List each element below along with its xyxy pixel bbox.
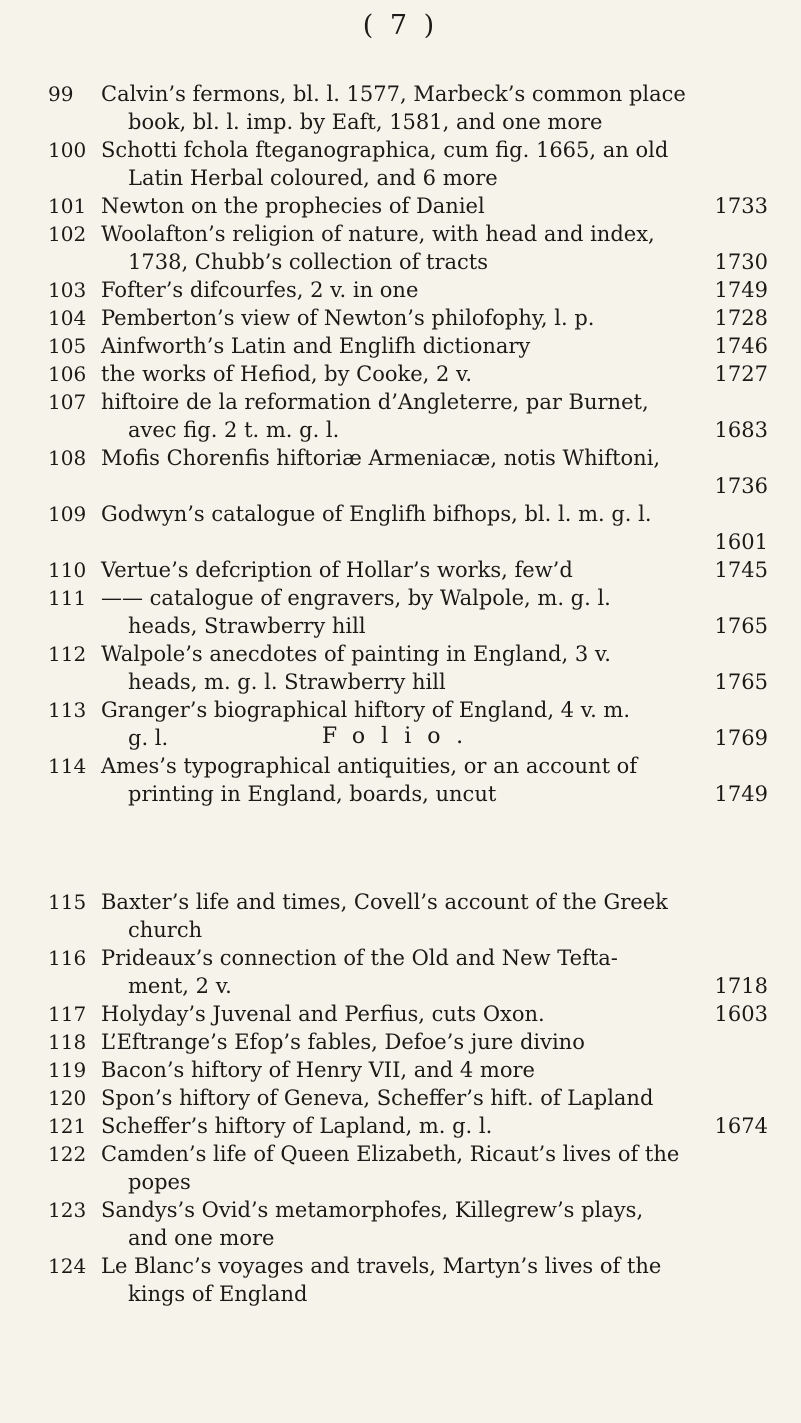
entry-body — [101, 1140, 768, 1196]
entry-text: and one more — [128, 1226, 275, 1250]
entry-text: Ainfworth’s Latin and Englifh dictionary — [101, 334, 531, 358]
entry-body — [101, 136, 768, 192]
entry-text: avec fig. 2 t. m. g. l. — [128, 418, 340, 442]
entry-body — [101, 192, 768, 220]
entry-line — [101, 276, 768, 304]
catalogue-entry — [48, 556, 768, 584]
entry-text: —— catalogue of engravers, by Walpole, m. g. l. — [101, 586, 611, 610]
entry-year — [758, 1196, 768, 1224]
catalogue-entry — [48, 500, 768, 556]
entry-number: 99 — [48, 82, 74, 106]
catalogue-entry — [48, 1028, 768, 1056]
entry-line — [101, 528, 768, 556]
entry-line — [101, 888, 768, 916]
catalogue-entry — [48, 1140, 768, 1196]
entry-body — [101, 500, 768, 556]
entry-line — [101, 972, 768, 1000]
entry-line — [101, 164, 768, 192]
entry-year — [758, 1140, 768, 1168]
entry-number: 111 — [48, 586, 87, 610]
entry-year — [758, 136, 768, 164]
entry-text: Walpole’s anecdotes of painting in England, 3 v. — [101, 642, 611, 666]
entry-year — [758, 752, 768, 780]
entry-text: Mofis Chorenfis hiftoriæ Armeniacæ, notis Whiftoni, — [101, 446, 661, 470]
catalogue-entry — [48, 360, 768, 388]
entry-number: 121 — [48, 1114, 87, 1138]
entry-year — [758, 640, 768, 668]
entry-number: 104 — [48, 306, 87, 330]
entry-year — [758, 888, 768, 916]
entry-number: 102 — [48, 222, 87, 246]
entry-text: ment, 2 v. — [128, 974, 232, 998]
entry-year — [758, 1280, 768, 1308]
entry-text: Le Blanc’s voyages and travels, Martyn’s lives of the — [101, 1254, 662, 1278]
catalogue-entry — [48, 304, 768, 332]
entry-year — [758, 108, 768, 136]
entry-body — [101, 220, 768, 276]
entry-text: popes — [128, 1170, 191, 1194]
entry-line — [101, 1112, 768, 1140]
entry-number: 101 — [48, 194, 87, 218]
entry-line — [101, 304, 768, 332]
catalogue-entry — [48, 640, 768, 696]
entry-body — [101, 332, 768, 360]
entry-number: 112 — [48, 642, 87, 666]
entry-body — [101, 888, 768, 944]
entry-number: 113 — [48, 698, 87, 722]
entry-year: 1727 — [714, 362, 768, 386]
section-heading-folio: Folio. — [321, 724, 480, 749]
catalogue-entry — [48, 220, 768, 276]
entry-number: 120 — [48, 1086, 87, 1110]
entry-year: 1746 — [714, 334, 768, 358]
entry-text: L’Eftrange’s Efop’s fables, Defoe’s jure divino — [101, 1030, 585, 1054]
entry-text: Vertue’s defcription of Hollar’s works, few’d — [101, 558, 573, 582]
catalogue-entry — [48, 1112, 768, 1140]
entry-text: Woolafton’s religion of nature, with head and index, — [101, 222, 655, 246]
entry-body — [101, 1112, 768, 1140]
entry-text: Godwyn’s catalogue of Englifh bifhops, bl. l. m. g. l. — [101, 502, 652, 526]
entry-line — [101, 1224, 768, 1252]
catalogue-entry — [48, 752, 768, 808]
entry-line — [101, 584, 768, 612]
entry-number: 115 — [48, 890, 87, 914]
entry-line — [101, 1196, 768, 1224]
entry-line — [101, 556, 768, 584]
catalogue-entry — [48, 1252, 768, 1308]
entry-year: 1674 — [714, 1114, 768, 1138]
entry-line — [101, 1252, 768, 1280]
entry-number: 103 — [48, 278, 87, 302]
entry-text: Prideaux’s connection of the Old and New Tefta- — [101, 946, 618, 970]
entry-year — [758, 584, 768, 612]
catalogue-entry — [48, 136, 768, 192]
catalogue-entry — [48, 1196, 768, 1252]
entry-year: 1718 — [714, 974, 768, 998]
catalogue-entry — [48, 192, 768, 220]
entry-body — [101, 1056, 768, 1084]
entry-line — [101, 612, 768, 640]
entry-line — [101, 752, 768, 780]
entry-year: 1733 — [714, 194, 768, 218]
entry-body — [101, 752, 768, 808]
entry-year: 1765 — [714, 670, 768, 694]
entry-text: hiftoire de la reformation d’Angleterre, par Burnet, — [101, 390, 649, 414]
entry-year: 1728 — [714, 306, 768, 330]
entry-text: Granger’s biographical hiftory of England, 4 v. m. — [101, 698, 631, 722]
entry-text: Bacon’s hiftory of Henry VII, and 4 more — [101, 1058, 535, 1082]
entry-body — [101, 80, 768, 136]
entry-body — [101, 696, 768, 752]
entry-line — [101, 332, 768, 360]
entry-text — [128, 472, 705, 500]
entry-line — [101, 80, 768, 108]
entry-text: Sandys’s Ovid’s metamorphofes, Killegrew’s plays, — [101, 1198, 644, 1222]
entry-text: Spon’s hiftory of Geneva, Scheffer’s hift. of Lapland — [101, 1086, 654, 1110]
entry-year: 1601 — [714, 530, 768, 554]
entry-year: 1749 — [714, 278, 768, 302]
entry-text: printing in England, boards, uncut — [128, 782, 497, 806]
entry-line — [101, 360, 768, 388]
entry-number: 108 — [48, 446, 87, 470]
catalogue-entry — [48, 444, 768, 500]
entry-body — [101, 276, 768, 304]
entry-body — [101, 444, 768, 500]
entry-year: 1603 — [714, 1002, 768, 1026]
catalogue-entry — [48, 944, 768, 1000]
catalogue-entry — [48, 584, 768, 640]
entry-number: 100 — [48, 138, 87, 162]
entry-line — [101, 472, 768, 500]
entry-number: 109 — [48, 502, 87, 526]
entry-line — [101, 1056, 768, 1084]
entry-text — [128, 528, 705, 556]
entry-line — [101, 640, 768, 668]
entry-year: 1736 — [714, 474, 768, 498]
entry-number: 110 — [48, 558, 87, 582]
entry-body — [101, 944, 768, 1000]
entry-body — [101, 584, 768, 640]
entry-line — [101, 220, 768, 248]
entry-line — [101, 388, 768, 416]
entry-year — [758, 388, 768, 416]
entry-number: 123 — [48, 1198, 87, 1222]
entry-number: 119 — [48, 1058, 87, 1082]
entry-line — [101, 1168, 768, 1196]
entry-text: g. l. — [128, 726, 169, 750]
entry-text: Newton on the prophecies of Daniel — [101, 194, 485, 218]
catalogue-entry — [48, 696, 768, 752]
entry-year — [758, 220, 768, 248]
entry-body — [101, 388, 768, 444]
entry-line — [101, 1140, 768, 1168]
catalogue-entry — [48, 1000, 768, 1028]
entry-number: 124 — [48, 1254, 87, 1278]
entry-year — [758, 696, 768, 724]
entry-year — [758, 1028, 768, 1056]
entry-text: Scheffer’s hiftory of Lapland, m. g. l. — [101, 1114, 493, 1138]
entry-number: 122 — [48, 1142, 87, 1166]
entry-body — [101, 1000, 768, 1028]
entry-text: the works of Hefiod, by Cooke, 2 v. — [101, 362, 473, 386]
page-number: ( 7 ) — [362, 10, 439, 41]
entry-line — [101, 1028, 768, 1056]
catalogue-entry — [48, 388, 768, 444]
entry-body — [101, 1196, 768, 1252]
entry-line — [101, 192, 768, 220]
entry-text: Schotti fchola fteganographica, cum fig. 1665, an old — [101, 138, 669, 162]
entry-year — [758, 1084, 768, 1112]
entry-line — [101, 780, 768, 808]
catalogue-entry — [48, 80, 768, 136]
entry-line — [101, 500, 768, 528]
entry-number: 105 — [48, 334, 87, 358]
entry-number: 116 — [48, 946, 87, 970]
entry-line — [101, 696, 768, 724]
entry-number: 117 — [48, 1002, 87, 1026]
catalogue-entry — [48, 1084, 768, 1112]
entry-body — [101, 304, 768, 332]
entry-year: 1683 — [714, 418, 768, 442]
entry-year — [758, 500, 768, 528]
entry-line — [101, 248, 768, 276]
entry-text: Holyday’s Juvenal and Perfius, cuts Oxon. — [101, 1002, 545, 1026]
entry-body — [101, 556, 768, 584]
entry-year — [758, 164, 768, 192]
entry-line — [101, 416, 768, 444]
entry-year — [758, 916, 768, 944]
entry-line — [101, 1280, 768, 1308]
catalogue-entry — [48, 888, 768, 944]
entry-year: 1765 — [714, 614, 768, 638]
entry-number: 114 — [48, 754, 87, 778]
entry-line — [101, 444, 768, 472]
entry-text: book, bl. l. imp. by Eaft, 1581, and one more — [128, 110, 603, 134]
entry-text: heads, Strawberry hill — [128, 614, 366, 638]
entry-line — [101, 108, 768, 136]
entry-line — [101, 136, 768, 164]
entry-year — [758, 1056, 768, 1084]
entry-line — [101, 916, 768, 944]
entry-body — [101, 1084, 768, 1112]
entry-year: 1769 — [714, 726, 768, 750]
catalogue-entry — [48, 332, 768, 360]
entry-number: 118 — [48, 1030, 87, 1054]
entry-year — [758, 1224, 768, 1252]
entry-number: 107 — [48, 390, 87, 414]
entry-year — [758, 1168, 768, 1196]
catalogue-entry — [48, 1056, 768, 1084]
entry-text: kings of England — [128, 1282, 308, 1306]
entry-text: Baxter’s life and times, Covell’s account of the Greek — [101, 890, 668, 914]
entry-text: church — [128, 918, 203, 942]
entry-year: 1730 — [714, 250, 768, 274]
entry-text: Latin Herbal coloured, and 6 more — [128, 166, 498, 190]
entry-year — [758, 1252, 768, 1280]
entry-text: Ames’s typographical antiquities, or an account of — [101, 754, 638, 778]
entry-line — [101, 944, 768, 972]
entry-year — [758, 944, 768, 972]
entry-year — [758, 80, 768, 108]
entry-line — [101, 1000, 768, 1028]
entry-text: Camden’s life of Queen Elizabeth, Ricaut’s lives of the — [101, 1142, 680, 1166]
entry-body — [101, 360, 768, 388]
catalogue-entry — [48, 276, 768, 304]
entry-year — [758, 444, 768, 472]
entry-line — [101, 1084, 768, 1112]
entry-body — [101, 1028, 768, 1056]
entry-text: heads, m. g. l. Strawberry hill — [128, 670, 446, 694]
entry-number: 106 — [48, 362, 87, 386]
entry-year: 1749 — [714, 782, 768, 806]
entry-line — [101, 668, 768, 696]
entry-text: 1738, Chubb’s collection of tracts — [128, 250, 489, 274]
entry-year: 1745 — [714, 558, 768, 582]
entry-line — [101, 724, 768, 752]
entry-text: Fofter’s difcourfes, 2 v. in one — [101, 278, 419, 302]
entry-text: Calvin’s fermons, bl. l. 1577, Marbeck’s common place — [101, 82, 686, 106]
entry-body — [101, 640, 768, 696]
entry-body — [101, 1252, 768, 1308]
entry-text: Pemberton’s view of Newton’s philofophy, l. p. — [101, 306, 595, 330]
